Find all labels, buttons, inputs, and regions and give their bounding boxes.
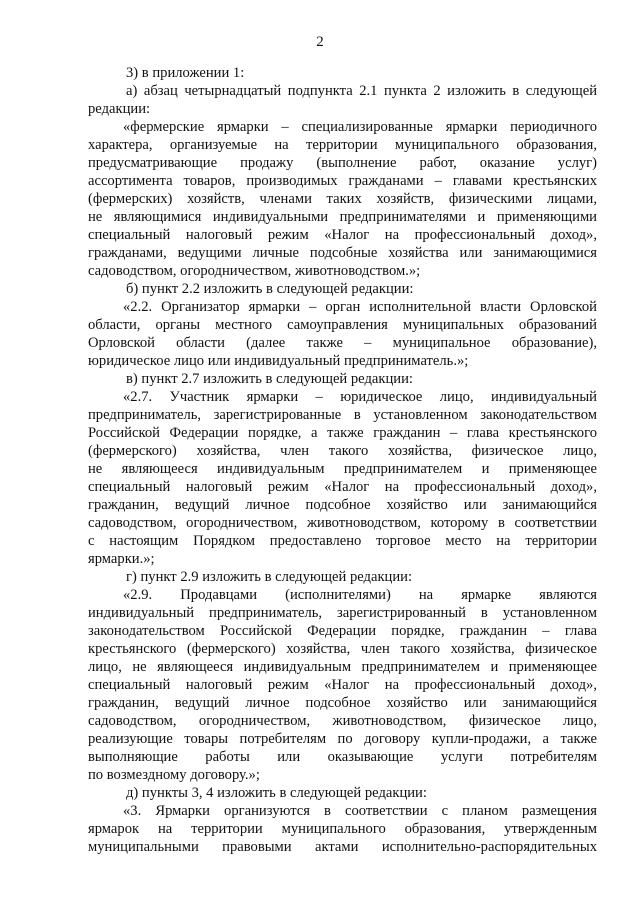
- text-line: «2.9. Продавцами (исполнителями) на ярмарке являются: [123, 587, 597, 603]
- text-line: юридическое лицо или индивидуальный предприниматель.»;: [88, 353, 469, 369]
- text-line: д) пункты 3, 4 изложить в следующей редакции:: [126, 785, 427, 801]
- text-line: гражданин, ведущий личное подсобное хозяйство или занимающийся: [88, 695, 597, 711]
- text-line: «фермерские ярмарки – специализированные ярмарки периодичного: [123, 119, 597, 135]
- text-line: Орловской области (далее также – муниципальное образование),: [88, 335, 597, 351]
- text-line: (фермерских) хозяйств, членами таких хозяйств, физическими лицами,: [88, 191, 597, 207]
- text-line: индивидуальный предприниматель, зарегистрированный в установленном: [88, 605, 597, 621]
- text-line: в) пункт 2.7 изложить в следующей редакции:: [126, 371, 413, 387]
- text-line: садоводством, огородничеством, животноводством, физическое лицо,: [88, 713, 597, 729]
- text-line: крестьянского (фермерского) хозяйства, член такого хозяйства, физическое: [88, 641, 597, 657]
- text-line: с настоящим Порядком предоставлено торговое место на территории: [88, 533, 597, 549]
- text-line: предприниматель, зарегистрированные в установленном законодательством: [88, 407, 597, 423]
- text-line: муниципальными правовыми актами исполнительно-распорядительных: [88, 839, 597, 855]
- text-line: садоводством, огородничеством, животноводством.»;: [88, 263, 421, 279]
- text-line: «3. Ярмарки организуются в соответствии с планом размещения: [123, 803, 597, 819]
- text-line: ярмарок на территории муниципального образования, утвержденным: [88, 821, 597, 837]
- text-line: садоводством, огородничеством, животноводством, которому в соответствии: [88, 515, 597, 531]
- text-line: предусматривающие продажу (выполнение работ, оказание услуг): [88, 155, 597, 171]
- text-line: г) пункт 2.9 изложить в следующей редакции:: [126, 569, 413, 585]
- text-line: лицо, не являющееся индивидуальным предпринимателем и применяющее: [88, 659, 597, 675]
- text-line: 3) в приложении 1:: [126, 65, 245, 81]
- text-line: законодательством Российской Федерации порядке, гражданин – глава: [88, 623, 597, 639]
- text-line: по возмездному договору.»;: [88, 767, 260, 783]
- text-line: а) абзац четырнадцатый подпункта 2.1 пункта 2 изложить в следующей: [126, 83, 597, 99]
- text-line: специальный налоговый режим «Налог на профессиональный доход»,: [88, 677, 597, 693]
- text-line: не являющимися индивидуальными предпринимателями и применяющими: [88, 209, 597, 225]
- text-line: специальный налоговый режим «Налог на профессиональный доход»,: [88, 227, 597, 243]
- text-line: гражданин, ведущий личное подсобное хозяйство или занимающийся: [88, 497, 597, 513]
- text-line: Российской Федерации порядке, а также гражданин – глава крестьянского: [88, 425, 597, 441]
- text-line: ассортимента товаров, производимых гражданами – главами крестьянских: [88, 173, 597, 189]
- text-line: не являющееся индивидуальным предпринимателем и применяющее: [88, 461, 597, 477]
- text-line: характера, организуемые на территории муниципального образования,: [88, 137, 597, 153]
- text-line: области, органы местного самоуправления муниципальных образований: [88, 317, 597, 333]
- text-line: гражданами, ведущими личные подсобные хозяйства или занимающимися: [88, 245, 597, 261]
- text-line: реализующие товары потребителям по договору купли-продажи, а также: [88, 731, 597, 747]
- text-line: выполняющие работы или оказывающие услуги потребителям: [88, 749, 597, 765]
- text-line: б) пункт 2.2 изложить в следующей редакции:: [126, 281, 414, 297]
- text-line: (фермерского) хозяйства, член такого хозяйства, физическое лицо,: [88, 443, 597, 459]
- text-line: ярмарки.»;: [88, 551, 155, 567]
- page-number: 2: [316, 34, 324, 50]
- text-line: «2.7. Участник ярмарки – юридическое лицо, индивидуальный: [123, 389, 597, 405]
- text-line: «2.2. Организатор ярмарки – орган исполнительной власти Орловской: [123, 299, 597, 315]
- text-line: специальный налоговый режим «Налог на профессиональный доход»,: [88, 479, 597, 495]
- text-line: редакции:: [88, 101, 151, 117]
